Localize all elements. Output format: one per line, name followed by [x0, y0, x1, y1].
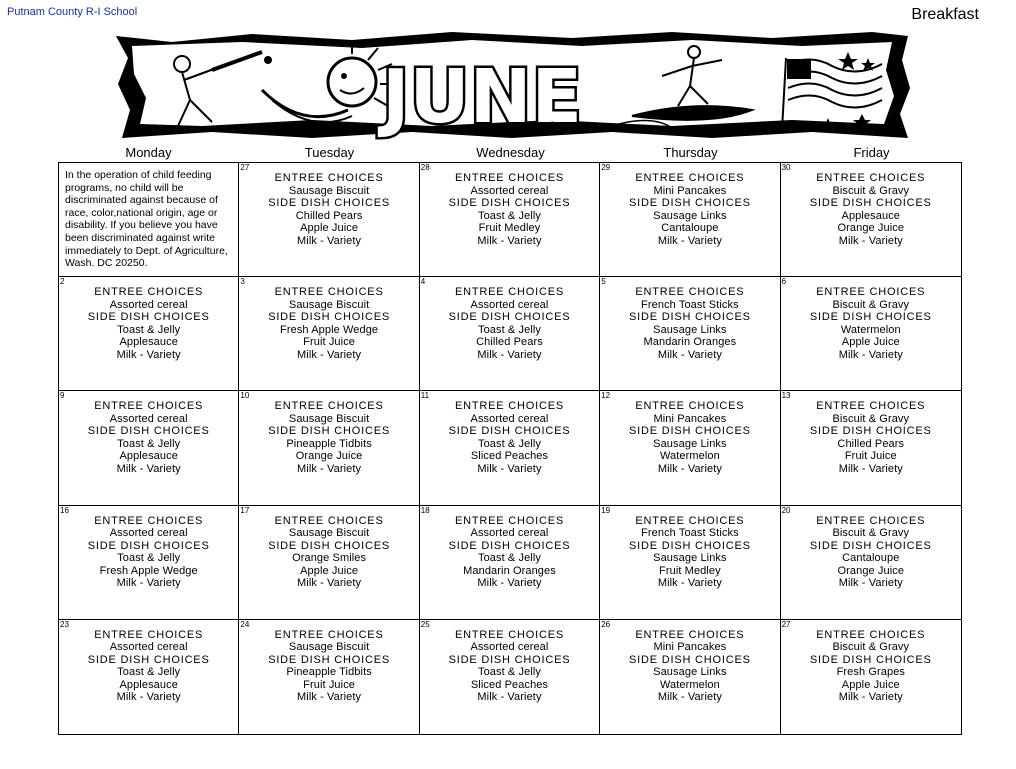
menu-item: Milk - Variety [116, 577, 181, 590]
menu-item: Applesauce [119, 450, 178, 463]
menu-item: Applesauce [119, 336, 178, 349]
date-number: 13 [781, 391, 791, 401]
menu-item: Fruit Juice [303, 678, 356, 691]
menu-item: Sliced Peaches [470, 678, 549, 691]
calendar-day-cell [59, 391, 239, 505]
menu-items [600, 400, 779, 475]
date-number: 28 [420, 163, 430, 172]
menu-section-header: SIDE DISH CHOICES [87, 653, 210, 666]
menu-item: Assorted cereal [470, 298, 549, 311]
menu-item: Toast & Jelly [477, 437, 542, 450]
menu-item: Milk - Variety [297, 462, 362, 475]
menu-item: Milk - Variety [116, 691, 181, 704]
menu-section-header: SIDE DISH CHOICES [628, 539, 751, 552]
menu-section-header: SIDE DISH CHOICES [628, 653, 751, 666]
menu-item: Watermelon [659, 450, 720, 463]
calendar-day-cell [239, 620, 419, 734]
school-name: Putnam County R-I School [7, 6, 138, 18]
date-number: 17 [240, 505, 250, 515]
calendar-day-cell [420, 163, 600, 277]
menu-item: Orange Smiles [292, 552, 367, 565]
menu-item: Sausage Links [653, 666, 727, 679]
menu-item: Pineapple Tidbits [286, 666, 372, 679]
menu-item: Biscuit & Gravy [832, 412, 910, 425]
menu-item: Fruit Juice [844, 450, 897, 463]
menu-item: Cantaloupe [661, 222, 719, 234]
menu-item: Toast & Jelly [117, 552, 181, 565]
menu-section-header: SIDE DISH CHOICES [448, 311, 571, 324]
banner-art [112, 30, 912, 142]
menu-item: Assorted cereal [109, 641, 188, 654]
menu-item: Sausage Links [653, 209, 727, 222]
menu-items [781, 515, 961, 590]
menu-item: Biscuit & Gravy [832, 184, 910, 197]
date-number: 2 [60, 277, 65, 287]
menu-section-header: ENTREE CHOICES [635, 514, 745, 527]
menu-item: Assorted cereal [470, 184, 549, 197]
menu-section-header: ENTREE CHOICES [816, 514, 926, 527]
menu-section-header: ENTREE CHOICES [94, 628, 204, 641]
menu-section-header: SIDE DISH CHOICES [809, 197, 932, 209]
date-number: 3 [240, 277, 245, 287]
menu-item: Toast & Jelly [117, 437, 181, 450]
menu-section-header: ENTREE CHOICES [274, 172, 384, 184]
calendar-day-cell [239, 163, 419, 277]
menu-item: Apple Juice [841, 678, 900, 691]
menu-items [420, 172, 599, 247]
calendar-day-cell [600, 391, 780, 505]
menu-section-header: ENTREE CHOICES [94, 514, 204, 527]
nondiscrimination-notice: In the operation of child feeding programs, no child will be discriminated against because of race, color,national origin, age or disability. If you believe you have been discriminated against write immediately to Dept. of Agriculture, Wash. DC 20250. [65, 169, 228, 270]
menu-section-header: SIDE DISH CHOICES [448, 425, 571, 438]
menu-section-header: SIDE DISH CHOICES [809, 653, 932, 666]
menu-section-header: ENTREE CHOICES [274, 514, 384, 527]
menu-item: Fruit Medley [659, 564, 721, 577]
day-header-monday: Monday [125, 145, 172, 160]
menu-item: Fruit Medley [478, 222, 541, 234]
menu-items [239, 515, 418, 590]
calendar-day-cell [59, 163, 239, 277]
menu-section-header: ENTREE CHOICES [635, 628, 745, 641]
menu-items [600, 172, 779, 247]
menu-section-header: ENTREE CHOICES [454, 400, 564, 413]
menu-item: Milk - Variety [838, 691, 903, 704]
menu-section-header: SIDE DISH CHOICES [448, 653, 571, 666]
menu-item: Fresh Apple Wedge [99, 564, 198, 577]
menu-section-header: ENTREE CHOICES [94, 286, 204, 299]
menu-item: Milk - Variety [297, 234, 362, 247]
menu-calendar [58, 162, 962, 735]
menu-item: Milk - Variety [657, 462, 722, 475]
calendar-day-cell [59, 620, 239, 734]
menu-section-header: ENTREE CHOICES [454, 628, 564, 641]
menu-item: Milk - Variety [657, 234, 722, 247]
menu-items [420, 629, 599, 704]
menu-item: Cantaloupe [842, 552, 900, 565]
meal-type: Breakfast [911, 6, 979, 23]
menu-item: Biscuit & Gravy [832, 527, 910, 540]
menu-item: Mini Pancakes [653, 412, 727, 425]
menu-section-header: ENTREE CHOICES [635, 286, 745, 299]
menu-item: French Toast Sticks [641, 298, 739, 311]
menu-item: Mini Pancakes [653, 641, 727, 654]
menu-section-header: SIDE DISH CHOICES [809, 311, 932, 324]
menu-item: Milk - Variety [297, 577, 362, 590]
menu-items [781, 286, 961, 361]
menu-item: Milk - Variety [657, 348, 722, 361]
calendar-day-cell [781, 277, 961, 391]
menu-item: Milk - Variety [838, 348, 903, 361]
menu-section-header: SIDE DISH CHOICES [448, 197, 571, 209]
menu-item: Chilled Pears [837, 437, 905, 450]
menu-items [239, 629, 418, 704]
date-number: 6 [781, 277, 787, 287]
menu-items [600, 286, 779, 361]
menu-items [420, 400, 599, 475]
menu-item: Assorted cereal [470, 641, 549, 654]
menu-item: Assorted cereal [109, 298, 188, 311]
menu-item: Milk - Variety [838, 234, 903, 247]
menu-section-header: SIDE DISH CHOICES [628, 425, 751, 438]
menu-item: Toast & Jelly [477, 323, 542, 336]
menu-section-header: ENTREE CHOICES [454, 172, 564, 184]
menu-section-header: ENTREE CHOICES [274, 286, 384, 299]
menu-item: Milk - Variety [838, 577, 903, 590]
menu-item: Orange Juice [837, 564, 905, 577]
menu-items [239, 172, 418, 247]
menu-items [600, 515, 779, 590]
menu-section-header: ENTREE CHOICES [454, 514, 564, 527]
menu-section-header: ENTREE CHOICES [94, 400, 204, 413]
menu-section-header: SIDE DISH CHOICES [809, 425, 932, 438]
menu-item: Chilled Pears [476, 336, 543, 349]
menu-section-header: ENTREE CHOICES [816, 628, 926, 641]
menu-item: Milk - Variety [116, 462, 181, 475]
menu-item: Applesauce [841, 209, 901, 222]
menu-item: Apple Juice [300, 564, 359, 577]
menu-section-header: SIDE DISH CHOICES [87, 311, 210, 324]
menu-item: Pineapple Tidbits [286, 437, 372, 450]
date-number: 4 [420, 277, 426, 287]
menu-section-header: SIDE DISH CHOICES [628, 197, 751, 209]
menu-items [59, 400, 238, 475]
date-number: 25 [420, 619, 430, 629]
menu-section-header: SIDE DISH CHOICES [268, 425, 390, 438]
menu-item: Chilled Pears [295, 209, 363, 222]
menu-item: Assorted cereal [109, 412, 188, 425]
menu-items [59, 515, 238, 590]
menu-section-header: SIDE DISH CHOICES [268, 197, 390, 209]
menu-item: Milk - Variety [657, 691, 722, 704]
menu-item: Sliced Peaches [470, 450, 549, 463]
menu-item: Sausage Biscuit [288, 641, 370, 654]
menu-item: Biscuit & Gravy [832, 298, 910, 311]
menu-item: Milk - Variety [477, 234, 542, 247]
june-banner [112, 30, 912, 142]
menu-items [781, 400, 961, 475]
calendar-day-cell [239, 277, 419, 391]
calendar-day-cell [59, 277, 239, 391]
menu-item: Sausage Biscuit [288, 184, 370, 197]
menu-item: Assorted cereal [109, 527, 188, 540]
menu-item: Toast & Jelly [477, 666, 542, 679]
menu-section-header: SIDE DISH CHOICES [448, 539, 571, 552]
menu-section-header: ENTREE CHOICES [816, 400, 926, 413]
menu-item: Milk - Variety [477, 348, 542, 361]
date-number: 30 [781, 163, 791, 172]
menu-section-header: SIDE DISH CHOICES [809, 539, 932, 552]
day-header-tuesday: Tuesday [304, 145, 355, 160]
date-number: 27 [240, 163, 250, 172]
menu-item: Sausage Links [653, 552, 727, 565]
menu-item: Sausage Links [653, 437, 727, 450]
menu-item: Biscuit & Gravy [832, 641, 910, 654]
menu-item: Mandarin Oranges [643, 336, 737, 349]
menu-item: Applesauce [119, 678, 178, 691]
date-number: 5 [601, 277, 606, 287]
calendar-day-cell [59, 506, 239, 620]
date-number: 23 [60, 619, 69, 629]
calendar-day-cell [600, 620, 780, 734]
calendar-day-cell [600, 277, 780, 391]
menu-item: Orange Juice [295, 450, 363, 463]
date-number: 10 [240, 391, 250, 401]
menu-item: Assorted cereal [470, 412, 549, 425]
menu-items [239, 286, 418, 361]
menu-section-header: SIDE DISH CHOICES [268, 539, 390, 552]
menu-item: Assorted cereal [470, 527, 549, 540]
menu-item: Milk - Variety [297, 348, 362, 361]
menu-item: Fresh Grapes [836, 666, 906, 679]
menu-items [781, 629, 961, 704]
menu-section-header: SIDE DISH CHOICES [628, 311, 751, 324]
menu-item: Apple Juice [300, 222, 359, 234]
menu-item: Fresh Apple Wedge [280, 323, 379, 336]
day-header-thursday: Thursday [663, 145, 718, 160]
menu-section-header: ENTREE CHOICES [635, 400, 745, 413]
date-number: 27 [781, 619, 791, 629]
menu-item: Sausage Biscuit [288, 298, 370, 311]
menu-section-header: SIDE DISH CHOICES [87, 425, 210, 438]
menu-items [420, 286, 599, 361]
calendar-day-cell [600, 163, 780, 277]
menu-item: Fruit Juice [303, 336, 356, 349]
date-number: 9 [60, 391, 65, 401]
menu-items [420, 515, 599, 590]
menu-items [781, 172, 961, 247]
calendar-day-cell [781, 506, 961, 620]
menu-section-header: SIDE DISH CHOICES [268, 311, 390, 324]
menu-item: Toast & Jelly [117, 666, 181, 679]
menu-item: Toast & Jelly [117, 323, 181, 336]
menu-item: Watermelon [840, 323, 901, 336]
menu-items [59, 286, 238, 361]
calendar-day-cell [239, 506, 419, 620]
date-number: 18 [420, 505, 430, 515]
menu-item: Watermelon [659, 678, 720, 691]
menu-items [239, 400, 418, 475]
menu-section-header: ENTREE CHOICES [274, 400, 384, 413]
date-number: 19 [601, 505, 611, 515]
calendar-day-cell [600, 506, 780, 620]
calendar-day-cell [781, 620, 961, 734]
day-header-friday: Friday [853, 145, 890, 160]
calendar-day-cell [420, 506, 600, 620]
day-header-wednesday: Wednesday [476, 145, 545, 160]
menu-item: Milk - Variety [116, 348, 181, 361]
menu-items [59, 629, 238, 704]
menu-item: Milk - Variety [477, 577, 542, 590]
menu-item: Sausage Links [653, 323, 727, 336]
menu-section-header: ENTREE CHOICES [635, 172, 745, 184]
date-number: 24 [240, 619, 250, 629]
date-number: 16 [60, 505, 69, 515]
date-number: 29 [601, 163, 611, 172]
menu-section-header: ENTREE CHOICES [274, 628, 384, 641]
menu-item: Sausage Biscuit [288, 527, 370, 540]
menu-item: French Toast Sticks [641, 527, 739, 540]
menu-section-header: SIDE DISH CHOICES [87, 539, 210, 552]
menu-item: Milk - Variety [657, 577, 722, 590]
menu-section-header: ENTREE CHOICES [816, 286, 926, 299]
date-number: 20 [781, 505, 791, 515]
menu-items [600, 629, 779, 704]
menu-section-header: SIDE DISH CHOICES [268, 653, 390, 666]
menu-section-header: ENTREE CHOICES [816, 172, 926, 184]
menu-item: Milk - Variety [838, 462, 903, 475]
calendar-day-cell [239, 391, 419, 505]
menu-item: Mini Pancakes [653, 184, 727, 197]
menu-item: Sausage Biscuit [288, 412, 370, 425]
calendar-day-cell [420, 277, 600, 391]
menu-section-header: ENTREE CHOICES [454, 286, 564, 299]
menu-item: Orange Juice [837, 222, 905, 234]
menu-item: Mandarin Oranges [463, 564, 556, 577]
menu-item: Toast & Jelly [477, 552, 542, 565]
menu-item: Milk - Variety [297, 691, 362, 704]
menu-item: Toast & Jelly [477, 209, 542, 222]
banner-title: JUNE [382, 54, 583, 140]
date-number: 11 [420, 391, 430, 401]
menu-item: Apple Juice [841, 336, 900, 349]
calendar-day-cell [420, 391, 600, 505]
date-number: 26 [601, 619, 611, 629]
menu-item: Milk - Variety [477, 691, 542, 704]
menu-item: Milk - Variety [477, 462, 542, 475]
calendar-day-cell [781, 391, 961, 505]
calendar-day-cell [781, 163, 961, 277]
calendar-day-cell [420, 620, 600, 734]
date-number: 12 [601, 391, 611, 401]
